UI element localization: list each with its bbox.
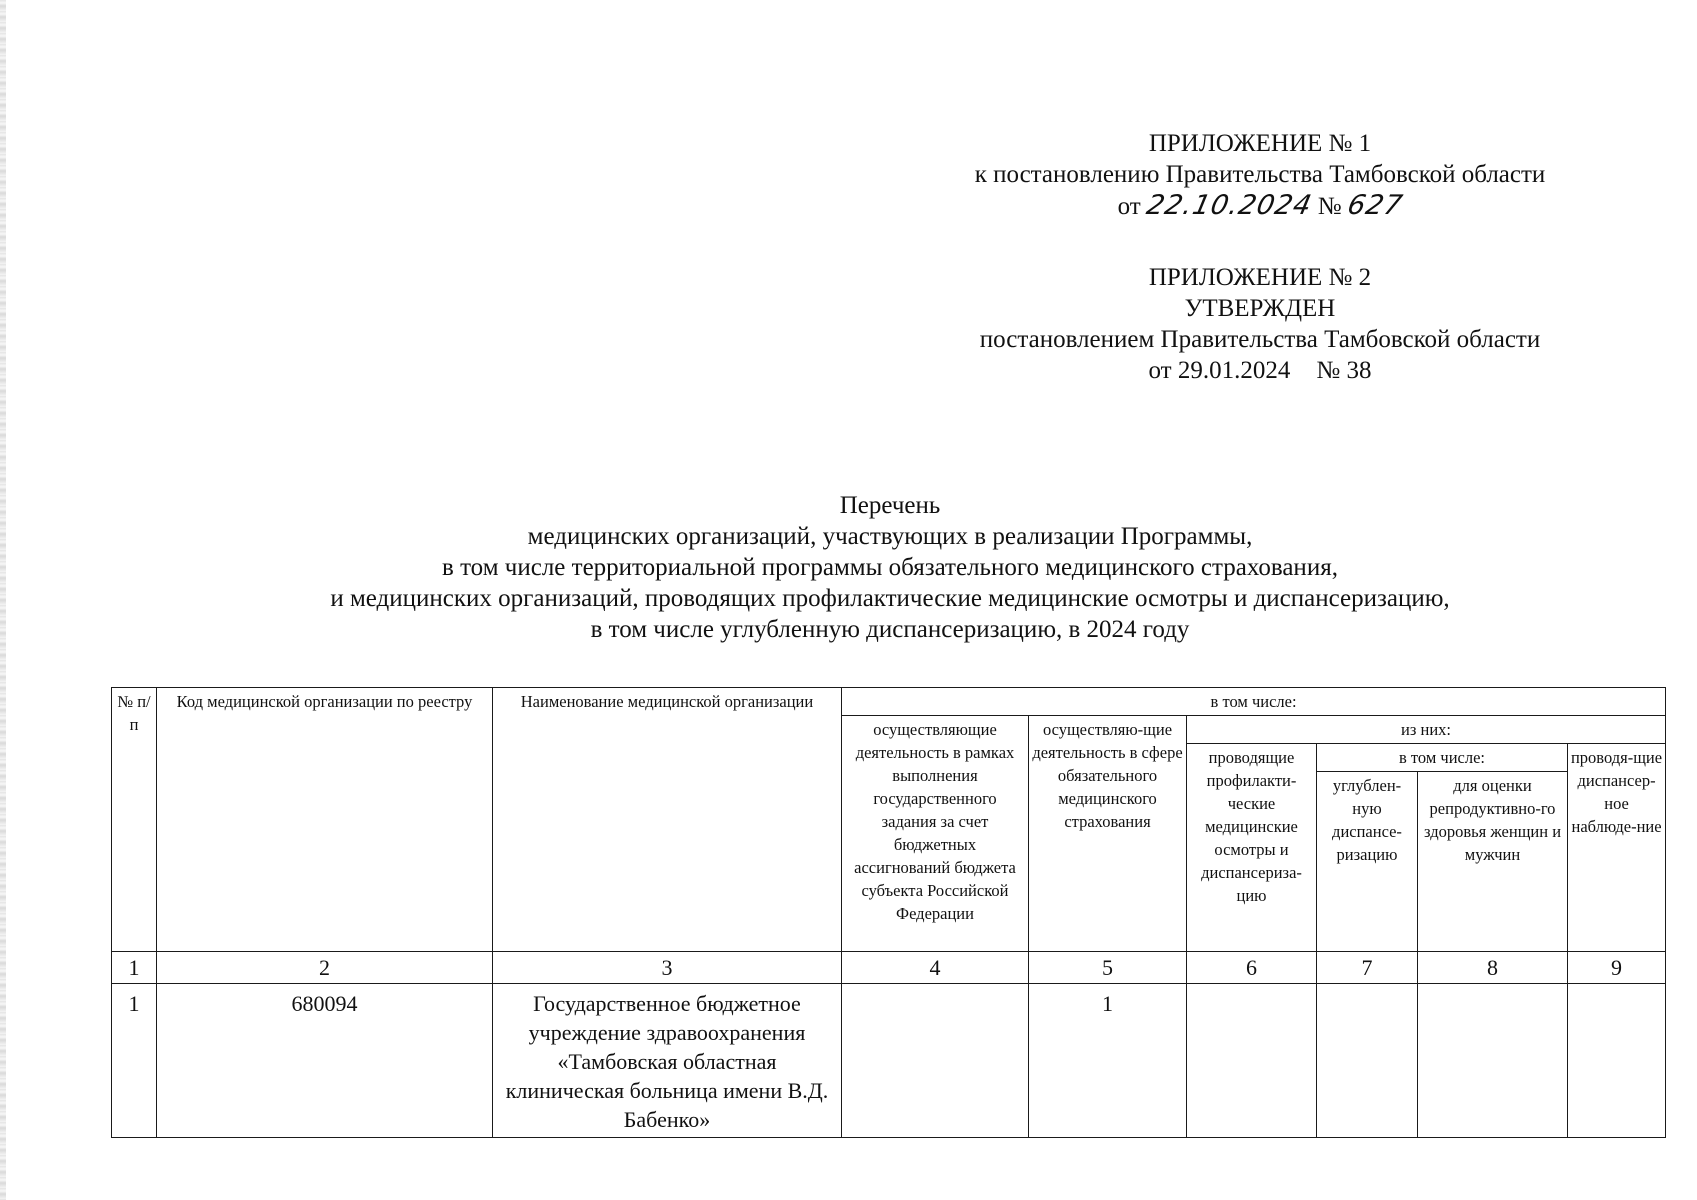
organizations-table <box>111 687 1666 1138</box>
header-prof-exams: проводящие профилакти-ческие медицинские осмотры и диспансериза-цию <box>1187 744 1317 952</box>
column-number: 6 <box>1187 952 1317 984</box>
header-including-2: в том числе: <box>1317 744 1568 772</box>
header-oms: осуществляю-щие деятельность в сфере обязательного медицинского страхования <box>1029 716 1187 952</box>
row-deep <box>1317 984 1418 1138</box>
column-numbers-row <box>112 952 1666 984</box>
column-number: 2 <box>157 952 493 984</box>
appendix-2-decree-ref: постановлением Правительства Тамбовской области <box>979 326 1541 353</box>
row-org-name: Государственное бюджетное учреждение здравоохранения «Тамбовская областная клиническая больница имени В.Д. Бабенко» <box>493 984 842 1138</box>
column-number: 9 <box>1568 952 1666 984</box>
row-num: 1 <box>112 984 157 1138</box>
title-line: в том числе территориальной программы обязательного медицинского страхования, <box>442 554 1338 581</box>
document-title <box>120 490 1660 645</box>
appendix-1-title: ПРИЛОЖЕНИЕ № 1 <box>1148 130 1372 157</box>
appendix-1-header <box>900 128 1620 222</box>
header-reproductive: для оценки репродуктивно-го здоровья женщин и мужчин <box>1418 772 1568 952</box>
header-state-task: осуществляющие деятельность в рамках выполнения государственного задания за счет бюджетных ассигнований бюджета субъекта Российской Федерации <box>842 716 1029 952</box>
header-of-them: из них: <box>1187 716 1666 744</box>
row-state-task <box>842 984 1029 1138</box>
date-prefix: от <box>1117 193 1141 220</box>
column-number: 4 <box>842 952 1029 984</box>
row-oms: 1 <box>1029 984 1187 1138</box>
handwritten-number: 627 <box>1344 190 1406 221</box>
title-line: и медицинских организаций, проводящих профилактические медицинские осмотры и диспансеризацию, <box>330 585 1450 612</box>
header-num: № п/п <box>112 688 157 952</box>
column-number: 7 <box>1317 952 1418 984</box>
header-code: Код медицинской организации по реестру <box>157 688 493 952</box>
row-reproductive <box>1418 984 1568 1138</box>
appendix-2-header <box>900 262 1620 386</box>
title-line: в том числе углубленную диспансеризацию, в 2024 году <box>590 616 1190 643</box>
column-number: 8 <box>1418 952 1568 984</box>
table-row <box>112 984 1666 1138</box>
row-code: 680094 <box>157 984 493 1138</box>
column-number: 5 <box>1029 952 1187 984</box>
header-including: в том числе: <box>842 688 1666 716</box>
appendix-2-date: от 29.01.2024 <box>1148 357 1291 384</box>
title-line: медицинских организаций, участвующих в реализации Программы, <box>527 523 1253 550</box>
column-number: 3 <box>493 952 842 984</box>
appendix-1-date-line <box>900 190 1620 222</box>
title-line: Перечень <box>839 492 941 519</box>
number-sign: № <box>1317 193 1342 220</box>
header-row <box>112 688 1666 716</box>
header-dispensary: проводя-щие диспансер-ное наблюде-ние <box>1568 744 1666 952</box>
handwritten-date: 22.10.2024 <box>1143 190 1315 221</box>
row-prof-exams <box>1187 984 1317 1138</box>
appendix-2-title: ПРИЛОЖЕНИЕ № 2 <box>1148 264 1372 291</box>
header-deep: углублен-ную диспансе-ризацию <box>1317 772 1418 952</box>
header-name: Наименование медицинской организации <box>493 688 842 952</box>
appendix-1-decree-ref: к постановлению Правительства Тамбовской области <box>974 161 1546 188</box>
scan-edge-artifact <box>0 0 6 1200</box>
appendix-2-date-line <box>900 355 1620 386</box>
row-dispensary <box>1568 984 1666 1138</box>
column-number: 1 <box>112 952 157 984</box>
appendix-2-number: № 38 <box>1316 357 1372 384</box>
approved-label: УТВЕРЖДЕН <box>1184 295 1336 322</box>
